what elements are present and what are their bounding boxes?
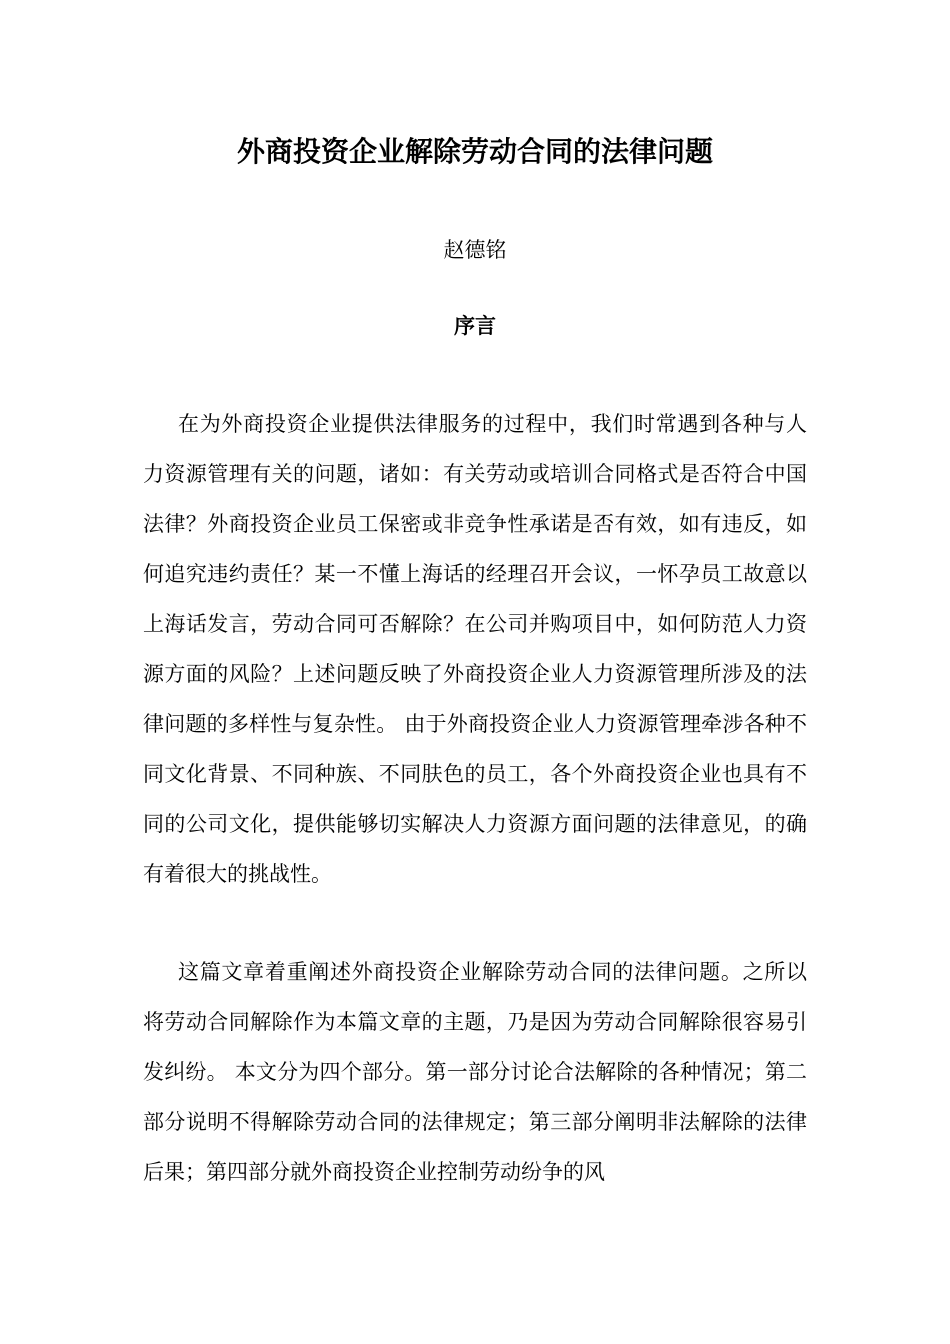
body-paragraph-1: 在为外商投资企业提供法律服务的过程中，我们时常遇到各种与人力资源管理有关的问题，诸如：有关劳动或培训合同格式是否符合中国法律？外商投资企业员工保密或非竞争性承诺是否有效，如有违反，如何追究违约责任？某一不懂上海话的经理召开会议，一怀孕员工故意以上海话发言，劳动合同可否解除？在公司并购项目中，如何防范人力资源方面的风险？上述问题反映了外商投资企业人力资源管理所涉及的法律问题的多样性与复杂性。 由于外商投资企业人力资源管理牵涉各种不同文化背景、不同种族、不同肤色的员工，各个外商投资企业也具有不同的公司文化，提供能够切实解决人力资源方面问题的法律意见，的确有着很大的挑战性。 — [143, 412, 807, 886]
author-name: 赵德铭 — [443, 238, 507, 262]
body-paragraph-2: 这篇文章着重阐述外商投资企业解除劳动合同的法律问题。之所以将劳动合同解除作为本篇文章的主题，乃是因为劳动合同解除很容易引发纠纷。 本文分为四个部分。第一部分讨论合法解除的各种情况；第二部分说明不得解除劳动合同的法律规定；第三部分阐明非法解除的法律后果；第四部分就外商投资企业控制劳动纷争的风 — [143, 960, 807, 1184]
section-heading-preface: 序言 — [454, 314, 496, 338]
document-title: 外商投资企业解除劳动合同的法律问题 — [236, 135, 713, 168]
